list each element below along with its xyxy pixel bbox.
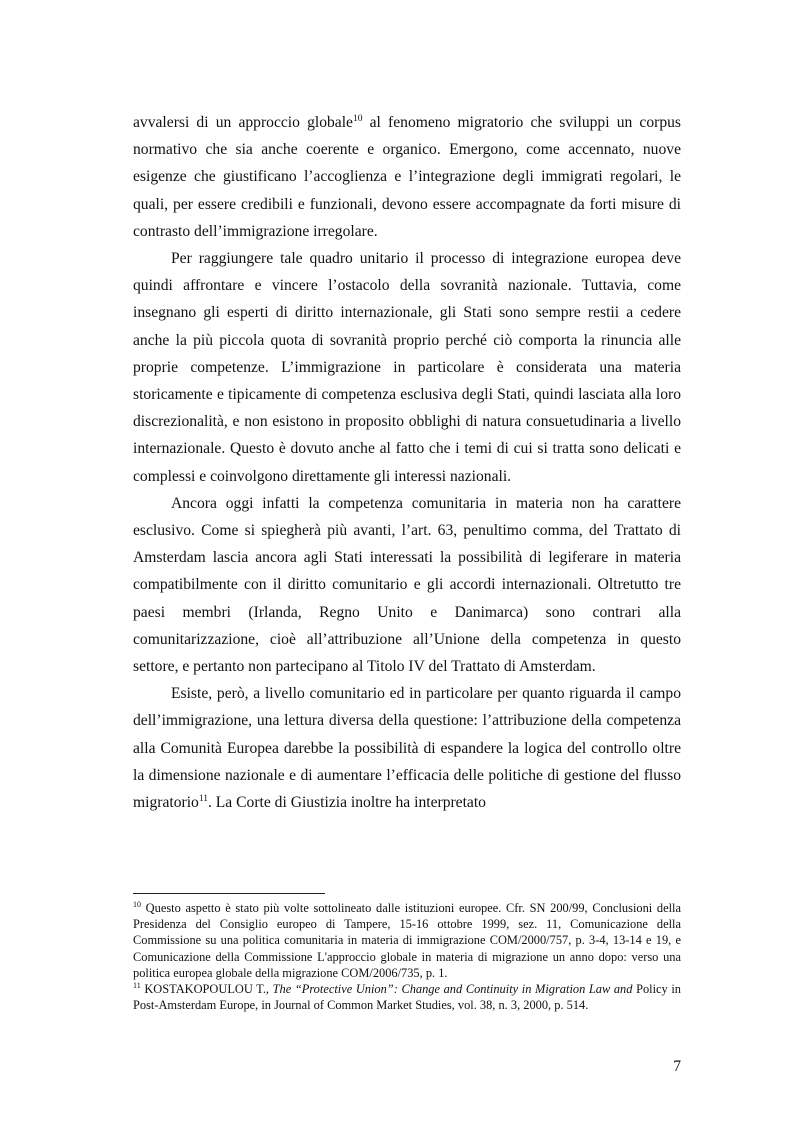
paragraph-4: Esiste, però, a livello comunitario ed in particolare per quanto riguarda il campo dell’immigrazione, una lettura diversa della questione: l’attribuzione della competenza alla Comunità Europea darebbe la possibilità di espandere la logica del controllo oltre la dimensione nazionale e di aumentare l’efficacia delle politiche di gestione del flusso migratorio$^{11}$. La Corte di Giustizia inoltre ha interpretato bbox=[133, 685, 681, 812]
paragraph-2: Per raggiungere tale quadro unitario il processo di integrazione europea deve quindi affrontare e vincere l’ostacolo della sovranità nazionale. Tuttavia, come insegnano gli esperti di diritto internazionale, gli Stati sono sempre restii a cedere anche la più piccola quota di sovranità proprio perché ciò comporta la rinuncia alle proprie competenze. L’immigrazione in particolare è considerata una materia storicamente e tipicamente di competenza esclusiva degli Stati, quindi lasciata alla loro discrezionalità, e non esistono in proposito obblighi di natura consuetudinaria a livello internazionale. Questo è dovuto anche al fatto che i temi di cui si tratta sono delicati e complessi e coinvolgono direttamente gli interessi nazionali. bbox=[133, 250, 681, 485]
page-number: 7 bbox=[673, 1058, 681, 1075]
body-text bbox=[133, 109, 681, 816]
paragraph-1: avvalersi di un approccio globale$^{10}$ al fenomeno migratorio che sviluppi un corpus normativo che sia anche coerente e organico. Emergono, come accennato, nuove esigenze che giustificano l’accoglienza e l’integrazione degli immigrati regolari, le quali, per essere credibili e funzionali, devono essere accompagnate da forti misure di contrasto dell’immigrazione irregolare. bbox=[133, 113, 682, 240]
footnote-ref-11[interactable]: 11 bbox=[198, 793, 208, 804]
footnote-11-number: 11 bbox=[133, 980, 141, 990]
footnote-11 bbox=[133, 981, 681, 1013]
footnote-10 bbox=[133, 900, 681, 981]
paragraph-3: Ancora oggi infatti la competenza comunitaria in materia non ha carattere esclusivo. Come si spiegherà più avanti, l’art. 63, penultimo comma, del Trattato di Amsterdam lascia ancora agli Stati interessati la possibilità di legiferare in materia compatibilmente con il diritto comunitario e gli accordi internazionali. Oltretutto tre paesi membri (Irlanda, Regno Unito e Danimarca) sono contrari alla comunitarizzazione, cioè all’attribuzione all’Unione della competenza in questo settore, e pertanto non partecipano al Titolo IV del Trattato di Amsterdam. bbox=[133, 494, 681, 676]
italic-title: The “Protective Union”: Change and Continuity in Migration Law and bbox=[272, 982, 633, 997]
footnote-separator bbox=[133, 893, 325, 894]
footnote-10-text: Questo aspetto è stato più volte sottolineato dalle istituzioni europee. Cfr. SN 200/99, Conclusioni della Presidenza del Consiglio europeo di Tampere, 15-16 ottobre 1999, sez. 11, Comunicazione della Commissione su una politica comunitaria in materia di immigrazione COM/2000/757, p. 3-4, 13-14 e 19, e Comunicazione della Commissione L'approccio globale in materia di migrazione un anno dopo: verso una politica europea globale della migrazione COM/2006/735, p. 1. bbox=[133, 901, 681, 980]
footnote-ref-10[interactable]: 10 bbox=[352, 113, 363, 124]
footnote-11-text: KOSTAKOPOULOU T., The “Protective Union”: Change and Continuity in Migration Law and Policy in Post-Amsterdam Europe, in Journal of Common Market Studies, vol. 38, n. 3, 2000, p. 514. bbox=[133, 982, 682, 1013]
footnote-10-number: 10 bbox=[133, 899, 141, 909]
footnotes bbox=[133, 900, 681, 1013]
